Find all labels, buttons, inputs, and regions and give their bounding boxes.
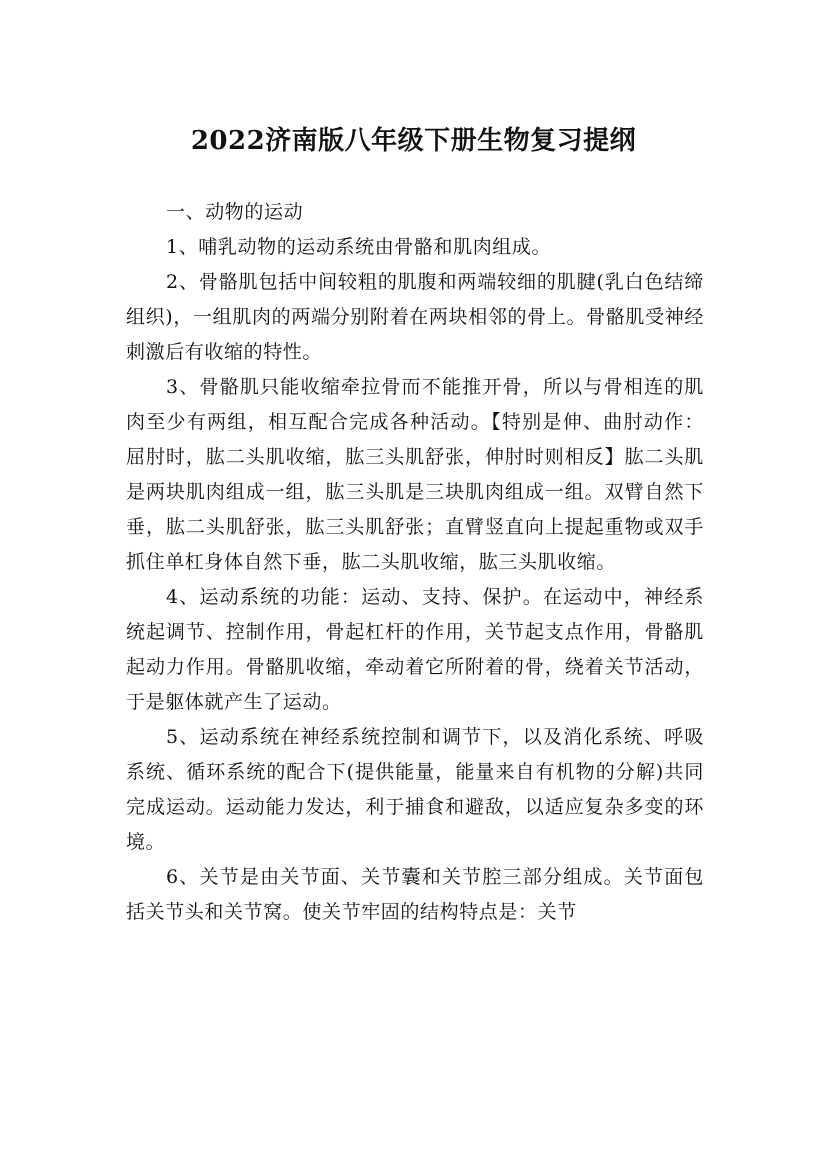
paragraph-2: 2、骨骼肌包括中间较粗的肌腹和两端较细的肌腱(乳白色结缔组织)，一组肌肉的两端分别附着在两块相邻的骨上。骨骼肌受神经刺激后有收缩的特性。 (126, 271, 704, 363)
document-title: 2022济南版八年级下册生物复习提纲 (190, 126, 637, 157)
section-heading: 一、动物的运动 (166, 201, 304, 223)
paragraph-6: 6、关节是由关节面、关节囊和关节腔三部分组成。关节面包括关节头和关节窝。使关节牢固的结构特点是：关节 (126, 866, 704, 923)
document-body (126, 195, 704, 930)
paragraph-3: 3、骨骼肌只能收缩牵拉骨而不能推开骨，所以与骨相连的肌肉至少有两组，相互配合完成各种活动。【特别是伸、曲肘动作：屈肘时，肱二头肌收缩，肱三头肌舒张，伸肘时则相反】肱二头肌是两块肌肉组成一组，肱三头肌是三块肌肉组成一组。双臂自然下垂，肱二头肌舒张，肱三头肌舒张；直臂竖直向上提起重物或双手抓住单杠身体自然下垂，肱二头肌收缩，肱三头肌收缩。 (126, 376, 704, 573)
paragraph-5: 5、运动系统在神经系统控制和调节下，以及消化系统、呼吸系统、循环系统的配合下(提供能量，能量来自有机物的分解)共同完成运动。运动能力发达，利于捕食和避敌，以适应复杂多变的环境。 (126, 726, 704, 853)
paragraph-4: 4、运动系统的功能：运动、支持、保护。在运动中，神经系统起调节、控制作用，骨起杠杆的作用，关节起支点作用，骨骼肌起动力作用。骨骼肌收缩，牵动着它所附着的骨，绕着关节活动，于是躯体就产生了运动。 (126, 586, 704, 713)
paragraph-1: 1、哺乳动物的运动系统由骨骼和肌肉组成。 (166, 236, 552, 258)
